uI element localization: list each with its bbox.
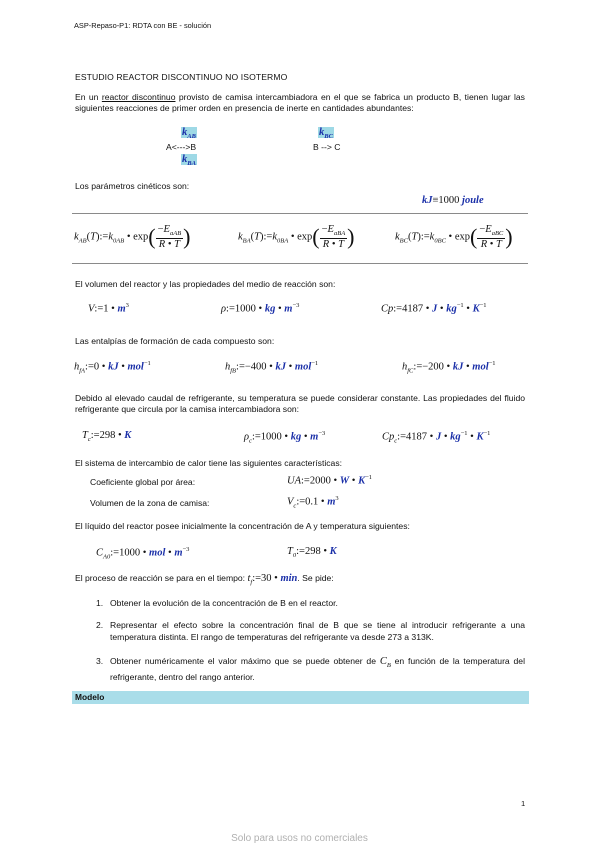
volume-label: El volumen del reactor y las propiedades del medio de reacción son: (75, 279, 336, 289)
initial-temperature: $T_0:=298$ • K (287, 546, 337, 560)
document-title: ESTUDIO REACTOR DISCONTINUO NO ISOTERMO (75, 72, 288, 82)
footer-watermark: Solo para usos no comerciales (231, 833, 368, 844)
reactor-link[interactable]: reactor discontinuo (101, 92, 176, 102)
task-1: 1. Obtener la evolución de la concentración de B en el reactor. (96, 598, 338, 608)
intro-suffix: provisto de camisa intercambiadora en el que se fabrica un producto B, tienen lugar las siguientes reacciones de primer orden en presencia de inerte en cantidades abundantes: (75, 92, 525, 114)
rule-bottom (72, 263, 528, 264)
enthalpy-a: $h_{fA}:=0$ • kJ • mol$^{-1}$ (74, 360, 151, 375)
task-3: 3. Obtener numéricamente el valor máximo que se puede obtener de $C_B$ en función de la temperatura del refrigerante, dentro del rango anterior. (96, 656, 525, 682)
reaction-a-b: A<--->B (166, 142, 197, 152)
initial-concentration: $C_{A0}:=1000$ • mol • $m^{-3}$ (96, 546, 190, 561)
section-bar-modelo[interactable]: Modelo (72, 691, 529, 704)
enthalpy-b: $h_{fB}:=-400$ • kJ • mol$^{-1}$ (225, 360, 319, 375)
page-number: 1 (521, 799, 526, 808)
rate-equation-ba: $k_{BA}(T):=k_{0BA}$ • exp( $\frac{-E_{aBA}}{R • T}$ ) (238, 224, 355, 250)
initial-label: El líquido del reactor posee inicialmente la concentración de A y temperatura siguientes: (75, 521, 410, 531)
rate-equation-bc: $k_{BC}(T):=k_{0BC}$ • exp( $\frac{-E_{aBC}}{R • T}$ ) (395, 224, 513, 250)
cp-value: Cp:=4187 • J • $kg^{-1}$ • $K^{-1}$ (381, 302, 487, 315)
reaction-b-c: B --> C (313, 142, 341, 152)
coolant-cp: $Cp_c:=4187$ • J • $kg^{-1}$ • $K^{-1}$ (382, 430, 491, 445)
document-header: ASP-Repaso-P1: RDTA con BE - solución (74, 21, 212, 30)
enthalpy-c: $h_{fC}:=-200$ • kJ • mol$^{-1}$ (402, 360, 496, 375)
volume-value: V:=1 • $m^3$ (88, 302, 129, 315)
ua-value: UA:=2000 • W • $K^{-1}$ (287, 474, 372, 487)
kj-definition: kJ≡1000 joule (422, 195, 484, 206)
k-ab-label: $k_{AB}$ (182, 127, 196, 141)
task-2: 2. Representar el efecto sobre la concentración final de B que se tiene al introducir refrigerante a una temperatura distinta. El rango de temperaturas del refrigerante va desde 273 a 313K. (96, 620, 525, 642)
intro-prefix: En un (75, 92, 102, 102)
intro-paragraph (75, 92, 525, 115)
vc-value: $V_c:=0.1$ • $m^3$ (287, 495, 339, 510)
coolant-density: $\rho_c:=1000$ • kg • $m^{-3}$ (244, 430, 326, 445)
rule-top (72, 213, 528, 214)
ua-label: Coeficiente global por área: (90, 477, 196, 487)
kinetics-label: Los parámetros cinéticos son: (75, 181, 190, 191)
enthalpy-label: Las entalpías de formación de cada compuesto son: (75, 336, 275, 346)
exchange-label: El sistema de intercambio de calor tiene las siguientes características: (75, 458, 343, 468)
stop-time-value: $t_f:=30$ • min (247, 573, 298, 587)
stop-time-sentence: El proceso de reacción se para en el tiempo: $t_f:=30$ • min. Se pide: (75, 573, 334, 587)
vc-label: Volumen de la zona de camisa: (90, 498, 210, 508)
coolant-paragraph: Debido al elevado caudal de refrigerante, su temperatura se puede considerar constante. Las propiedades del fluido refrigerante que circula por la camisa intercambiadora son: (75, 393, 525, 415)
k-ba-label: $k_{BA}$ (182, 154, 196, 168)
rate-equation-ab: $k_{AB}(T):=k_{0AB}$ • exp( $\frac{-E_{aAB}}{R • T}$ ) (74, 224, 191, 250)
density-value: ρ:=1000 • kg • $m^{-3}$ (221, 302, 300, 315)
cb-symbol: $C_B$ (379, 656, 391, 670)
coolant-temperature: $T_c:=298$ • K (82, 430, 132, 444)
k-bc-label: $k_{BC}$ (319, 127, 333, 141)
